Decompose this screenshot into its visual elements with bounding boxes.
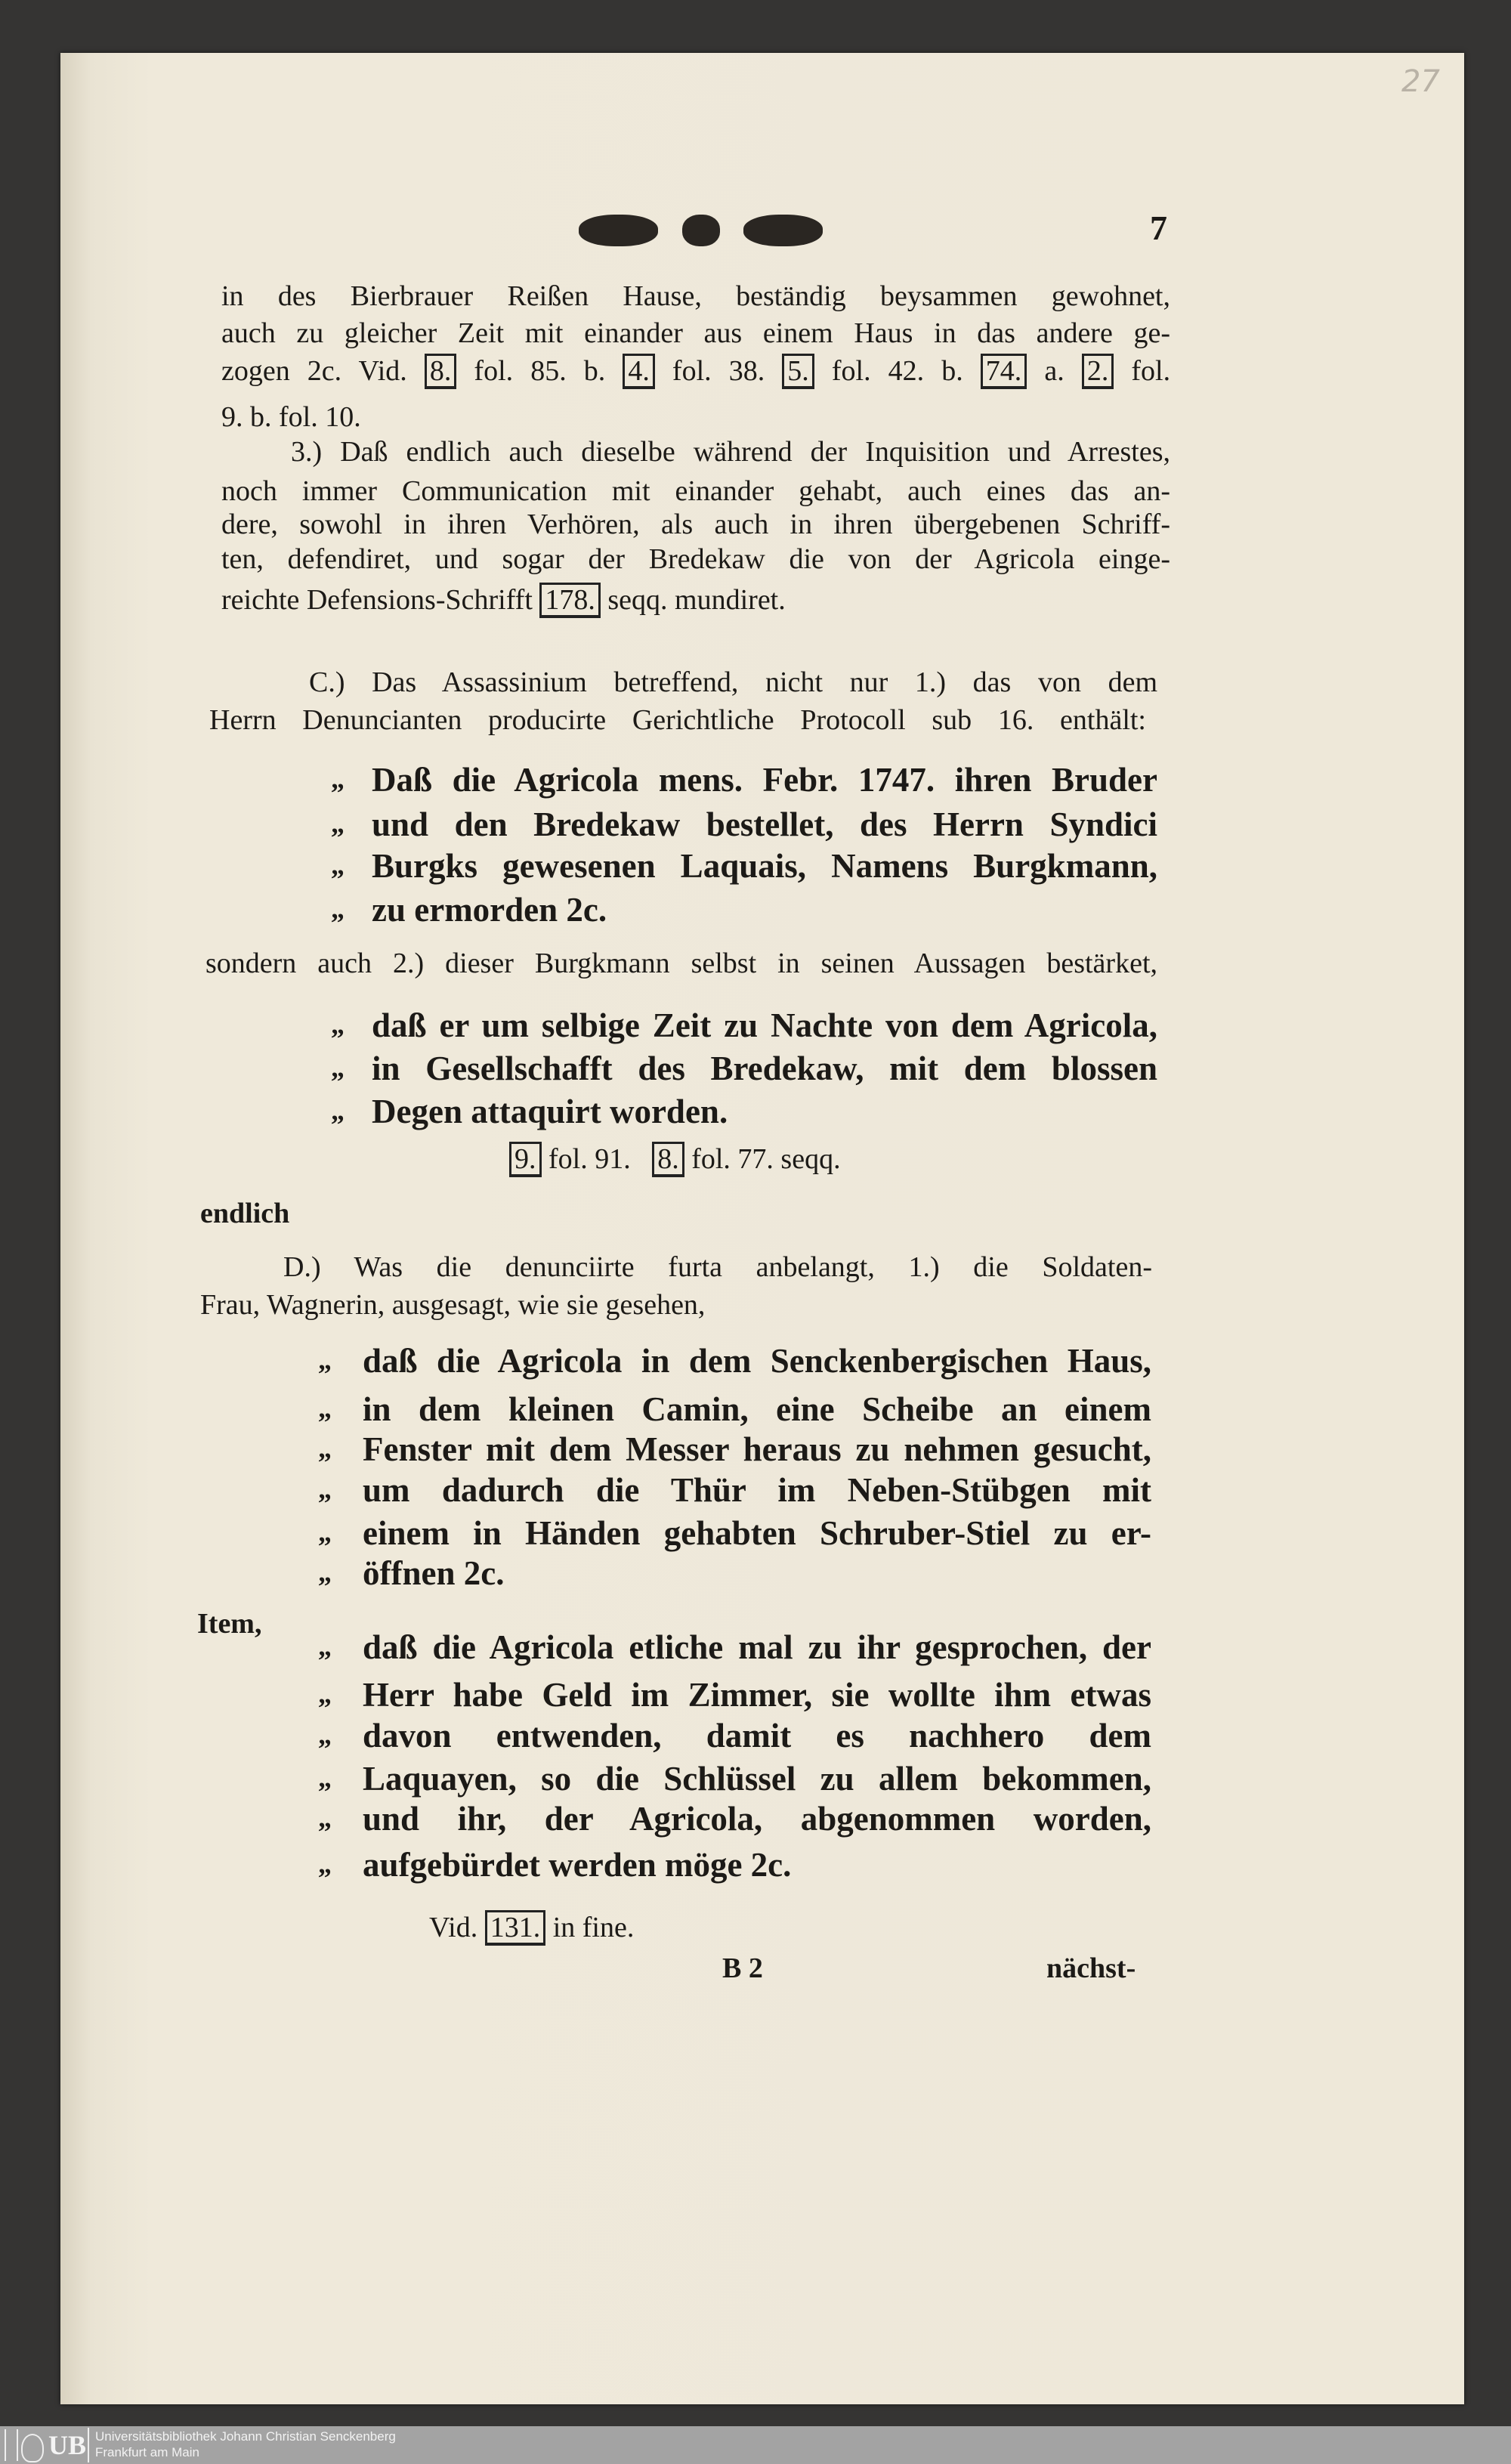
quote-mark: „	[331, 1053, 345, 1083]
quote-mark: „	[318, 1393, 332, 1424]
text-line: Frau, Wagnerin, ausgesagt, wie sie gesehen,	[200, 1289, 706, 1321]
reference-line	[509, 1141, 841, 1177]
text: fol. 77. seqq.	[691, 1143, 841, 1175]
quote-line: daß er um selbige Zeit zu Nachte von dem Agricola,	[372, 1006, 1157, 1044]
ornament-right-icon	[743, 215, 823, 246]
catchword-endlich: endlich	[200, 1198, 290, 1229]
quote-mark: „	[318, 1433, 332, 1464]
quote-line: Degen attaquirt worden.	[372, 1093, 728, 1130]
text-line: dere, sowohl in ihren Verhören, als auch in ihren übergebenen Schriff-	[221, 509, 1170, 540]
quote-mark: „	[331, 1096, 345, 1126]
quote-line: Fenster mit dem Messer heraus zu nehmen gesucht,	[363, 1430, 1151, 1468]
logo-text: UB	[48, 2430, 87, 2460]
quote-mark: „	[318, 1345, 332, 1375]
quote-line: aufgebürdet werden möge 2c.	[363, 1846, 792, 1884]
text: reichte Defensions-Schrifft	[221, 584, 533, 616]
ref-box: 131.	[485, 1910, 546, 1946]
quote-mark: „	[318, 1720, 332, 1750]
quote-line: in dem kleinen Camin, eine Scheibe an einem	[363, 1390, 1151, 1428]
page-number: 7	[1150, 209, 1167, 247]
text: fol. 85. b.	[474, 355, 606, 387]
text: fol. 38.	[672, 355, 765, 387]
ref-box: 4.	[623, 354, 655, 389]
text: fol. 42. b.	[831, 355, 963, 387]
quote-line: daß die Agricola in dem Senckenbergischen Haus,	[363, 1342, 1151, 1380]
section-d-heading: D.) Was die denunciirte furta anbelangt, 1.) die Soldaten-	[283, 1251, 1152, 1283]
text: a.	[1044, 355, 1064, 387]
ornament-left-icon	[579, 215, 658, 246]
quote-line: Burgks gewesenen Laquais, Namens Burgkmann,	[372, 847, 1157, 885]
ref-box: 8.	[652, 1142, 684, 1177]
text: seqq. mundiret.	[607, 584, 786, 616]
text-line: noch immer Communication mit einander gehabt, auch eines das an-	[221, 475, 1170, 507]
quote-mark: „	[318, 1474, 332, 1504]
text: fol.	[1131, 355, 1171, 387]
section-c-heading: C.) Das Assassinium betreffend, nicht nur 1.) das von dem	[309, 666, 1157, 698]
quote-mark: „	[331, 808, 345, 839]
library-city: Frankfurt am Main	[95, 2445, 199, 2459]
quote-mark: „	[318, 1517, 332, 1547]
quote-mark: „	[331, 1009, 345, 1040]
text-line: auch zu gleicher Zeit mit einander aus einem Haus in das andere ge-	[221, 317, 1170, 349]
header-ornament	[579, 212, 823, 249]
ub-logo-icon	[3, 2428, 89, 2462]
quote-line: zu ermorden 2c.	[372, 891, 607, 929]
text: Vid.	[429, 1912, 478, 1943]
text-line: 3.) Daß endlich auch dieselbe während der Inquisition und Arrestes,	[291, 436, 1170, 468]
quote-line: und ihr, der Agricola, abgenommen worden,	[363, 1800, 1151, 1838]
quote-mark: „	[318, 1631, 332, 1662]
text-line-references	[221, 582, 786, 618]
text-line: sondern auch 2.) dieser Burgkmann selbst in seinen Aussagen bestärket,	[205, 948, 1157, 979]
quote-mark: „	[318, 1557, 332, 1588]
text: in fine.	[552, 1912, 635, 1943]
ref-box: 5.	[782, 354, 814, 389]
catchword: nächst-	[1046, 1952, 1136, 1984]
ref-box: 178.	[539, 583, 601, 618]
quote-line: Laquayen, so die Schlüssel zu allem bekommen,	[363, 1760, 1151, 1798]
text-line: ten, defendiret, und sogar der Bredekaw die von der Agricola einge-	[221, 543, 1170, 575]
quote-mark: „	[318, 1763, 332, 1793]
text-line: in des Bierbrauer Reißen Hause, beständig beysammen gewohnet,	[221, 280, 1170, 312]
quote-line: Herr habe Geld im Zimmer, sie wollte ihm etwas	[363, 1676, 1151, 1714]
quote-line: öffnen 2c.	[363, 1554, 505, 1592]
reference-line	[429, 1909, 634, 1946]
ref-box: 74.	[981, 354, 1027, 389]
quote-line: davon entwenden, damit es nachhero dem	[363, 1717, 1151, 1754]
quote-line: einem in Händen gehabten Schruber-Stiel zu er-	[363, 1514, 1151, 1552]
signature-mark: B 2	[722, 1952, 763, 1984]
quote-mark: „	[331, 764, 345, 794]
handwritten-folio-number: 27	[1401, 64, 1440, 99]
quote-mark: „	[318, 1803, 332, 1833]
quote-line: um dadurch die Thür im Neben-Stübgen mit	[363, 1471, 1151, 1509]
item-label: Item,	[197, 1608, 262, 1640]
ornament-center-icon	[682, 215, 720, 246]
ref-box: 2.	[1082, 354, 1114, 389]
ref-box: 9.	[509, 1142, 542, 1177]
text-line: 9. b. fol. 10.	[221, 401, 361, 433]
quote-mark: „	[318, 1679, 332, 1709]
quote-mark: „	[331, 850, 345, 880]
quote-line: Daß die Agricola mens. Febr. 1747. ihren Bruder	[372, 761, 1157, 799]
quote-mark: „	[318, 1849, 332, 1879]
quote-line: und den Bredekaw bestellet, des Herrn Syndici	[372, 805, 1157, 843]
library-footer	[0, 2426, 1511, 2464]
quote-line: daß die Agricola etliche mal zu ihr gesprochen, der	[363, 1628, 1151, 1666]
text-line-references	[221, 353, 1170, 389]
text-line: Herrn Denuncianten producirte Gerichtliche Protocoll sub 16. enthält:	[209, 704, 1146, 736]
text: zogen 2c. Vid.	[221, 355, 407, 387]
quote-line: in Gesellschafft des Bredekaw, mit dem blossen	[372, 1050, 1157, 1087]
ref-box: 8.	[425, 354, 457, 389]
quote-mark: „	[331, 894, 345, 924]
library-name: Universitätsbibliothek Johann Christian Senckenberg	[95, 2429, 396, 2444]
text: fol. 91.	[548, 1143, 631, 1175]
